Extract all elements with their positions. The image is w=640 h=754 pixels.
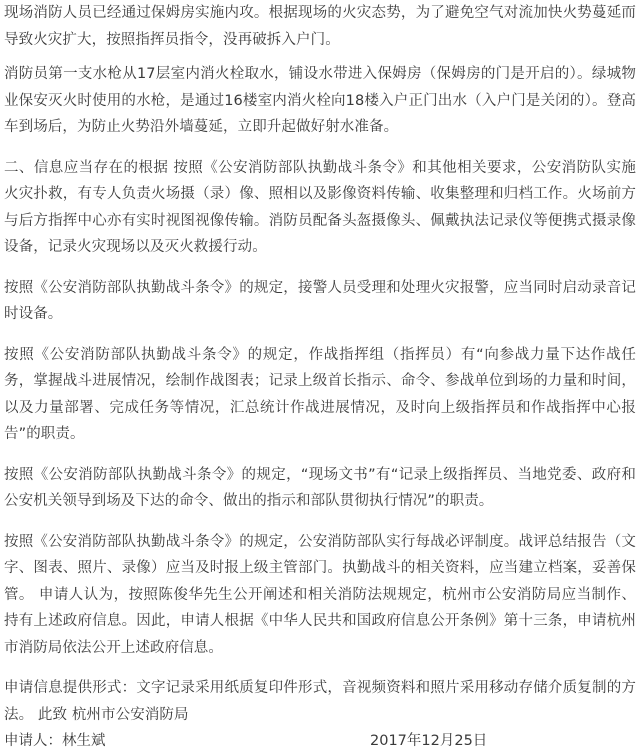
document-body: [4, 0, 636, 754]
paragraph-internal-attack: 现场消防人员已经通过保姆房实施内攻。根据现场的火灾态势，为了避免空气对流加快火势蔓延而导致火灾扩大，按照指挥员指令，没再破拆入户门。: [4, 5, 636, 48]
paragraph-water-supply: 消防员第一支水枪从17层室内消火栓取水，铺设水带进入保姆房（保姆房的门是开启的）。绿城物业保安灭火时使用的水枪，是通过16楼室内消火栓向18楼入户正门出水（入户门是关闭的）。登高车到场后，为防止火势沿外墙蔓延，立即升起做好射水准备。: [4, 66, 636, 135]
paragraph-command-group: 按照《公安消防部队执勤战斗条令》的规定，作战指挥组（指挥员）有“向参战力量下达作战任务，掌握战斗进展情况，绘制作战图表；记录上级首长指示、命令、参战单位到场的力量和时间，以及力量部署、完成任务等情况，汇总统计作战进展情况，及时向上级指挥员和作战指挥中心报告”的职责。: [4, 346, 636, 442]
paragraph-request-disclosure: 按照《公安消防部队执勤战斗条令》的规定，公安消防部队实行每战必评制度。战评总结报告（文字、图表、照片、录像）应当及时报上级主管部门。执勤战斗的相关资料，应当建立档案，妥善保管。 申请人认为，按照陈俊华先生公开阐述和相关消防法规规定，杭州市公安消防局应当制作、持有上述政府信息。因此，申请人根据《中华人民共和国政府信息公开条例》第十三条，申请杭州市消防局依法公开上述政府信息。: [4, 533, 636, 656]
paragraph-alarm-recording: 按照《公安消防部队执勤战斗条令》的规定，接警人员受理和处理火灾报警，应当同时启动录音记时设备。: [4, 279, 636, 322]
applicant-name: 申请人：林生斌: [4, 733, 106, 749]
paragraph-delivery-format: 申请信息提供形式：文字记录采用纸质复印件形式，音视频资料和照片采用移动存储介质复制的方法。 此致 杭州市公安消防局: [4, 680, 636, 723]
request-date: 2017年12月25日: [370, 733, 488, 749]
signature-row: [4, 728, 636, 754]
paragraph-site-documents: 按照《公安消防部队执勤战斗条令》的规定，“现场文书”有“记录上级指挥员、当地党委、政府和公安机关领导到场及下达的命令、做出的指示和部队贯彻执行情况”的职责。: [4, 466, 636, 509]
paragraph-information-basis: 二、信息应当存在的根据 按照《公安消防部队执勤战斗条令》和其他相关要求，公安消防队实施火灾扑救，有专人负责火场摄（录）像、照相以及影像资料传输、收集整理和归档工作。火场前方与后方指挥中心亦有实时视图视像传输。消防员配备头盔摄像头、佩戴执法记录仪等便携式摄录像设备，记录火灾现场以及灭火救援行动。: [4, 159, 636, 255]
